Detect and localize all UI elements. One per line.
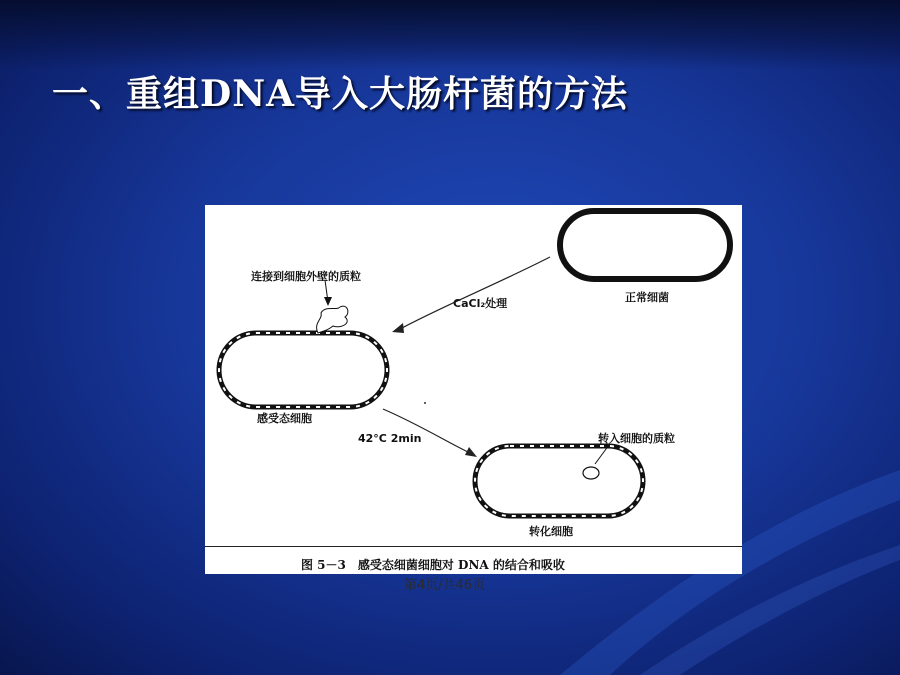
internal-plasmid bbox=[583, 467, 599, 479]
cacl2-arrow bbox=[400, 257, 550, 329]
competent-cell bbox=[219, 333, 387, 407]
page-number: 第4页/共46页 bbox=[404, 578, 486, 593]
figure-caption: 图 5－3 感受态细菌细胞对 DNA 的结合和吸收 bbox=[301, 558, 565, 572]
competent-cell-label: 感受态细胞 bbox=[257, 412, 312, 425]
plasmid-outside-label: 连接到细胞外壁的质粒 bbox=[251, 270, 361, 283]
cacl2-label: CaCl₂处理 bbox=[453, 297, 508, 310]
slide-title: 一、重组DNA导入大肠杆菌的方法 bbox=[52, 73, 629, 115]
plasmid-inside-label: 转入细胞的质粒 bbox=[598, 432, 675, 445]
heat-shock-label: 42°C 2min bbox=[358, 432, 422, 445]
transformed-cell-label: 转化细胞 bbox=[529, 525, 573, 538]
caption-divider bbox=[205, 546, 742, 547]
attached-plasmid bbox=[317, 306, 348, 333]
heat-shock-arrow bbox=[383, 409, 470, 453]
normal-cell-label: 正常细菌 bbox=[625, 291, 669, 304]
transformed-cell bbox=[475, 446, 643, 516]
figure-panel bbox=[205, 205, 742, 574]
normal-bacterium bbox=[560, 211, 730, 279]
transformation-diagram bbox=[205, 205, 742, 574]
